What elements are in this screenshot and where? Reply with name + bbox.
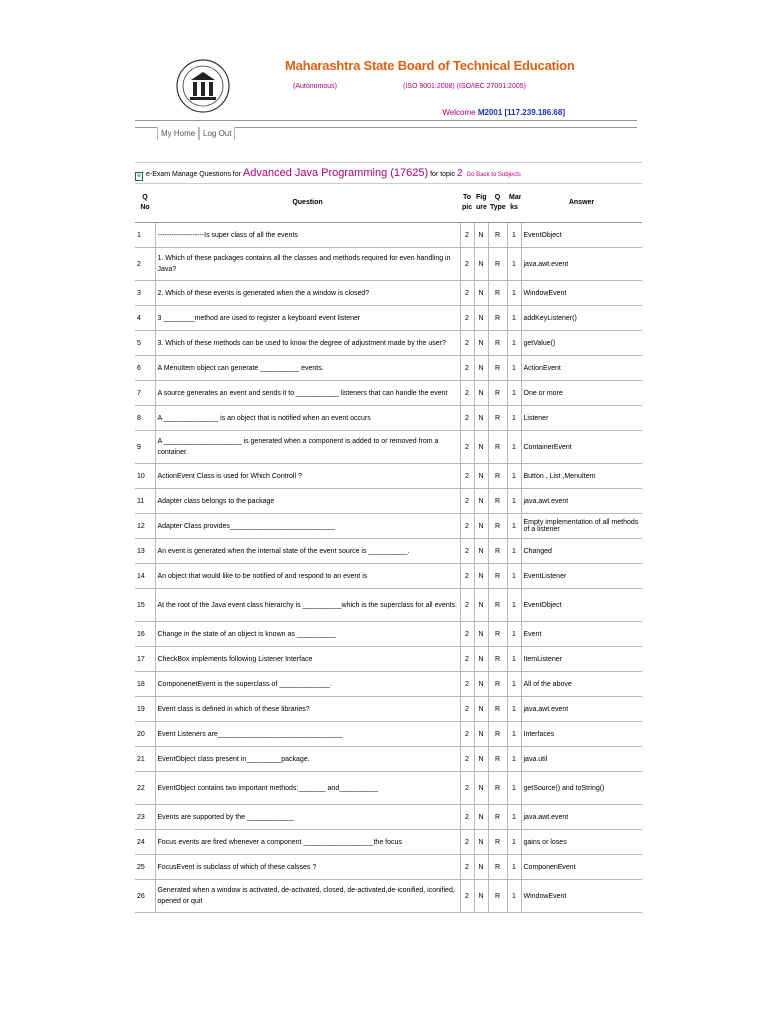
table-row [135,722,642,747]
answer-cell: gains or loses [521,830,642,855]
topic-cell: 2 [460,406,474,431]
table-row [135,647,642,672]
question-number: 11 [135,489,155,514]
question-text: Adapter class belongs to the package [155,489,460,514]
question-text: --------------------Is super class of all the events [155,223,460,248]
qtype-cell: R [488,281,507,306]
answer-cell: EventObject [521,589,642,622]
table-header-row [135,184,642,223]
question-number: 19 [135,697,155,722]
header-qno: Q No [135,184,155,223]
answer-cell: Changed [521,539,642,564]
figure-cell: N [474,722,488,747]
figure-cell: N [474,747,488,772]
question-text: EventObject class present in_________package. [155,747,460,772]
figure-cell: N [474,697,488,722]
question-number: 26 [135,880,155,913]
marks-cell: 1 [507,747,521,772]
marks-cell: 1 [507,248,521,281]
question-number: 1 [135,223,155,248]
question-text: CheckBox implements following Listener Interface [155,647,460,672]
question-number: 6 [135,356,155,381]
topic-cell: 2 [460,622,474,647]
autonomous-label: (Autonomous) [293,83,337,90]
question-number: 17 [135,647,155,672]
marks-cell: 1 [507,406,521,431]
question-text: At the root of the Java event class hierarchy is __________which is the superclass for all events. [155,589,460,622]
question-number: 7 [135,381,155,406]
answer-cell: ActionEvent [521,356,642,381]
figure-cell: N [474,880,488,913]
marks-cell: 1 [507,722,521,747]
question-number: 9 [135,431,155,464]
topic-cell: 2 [460,880,474,913]
answer-cell: java.util [521,747,642,772]
table-row [135,248,642,281]
topic-cell: 2 [460,248,474,281]
question-text: Focus events are fired whenever a component __________________the focus [155,830,460,855]
answer-cell: EventObject [521,223,642,248]
figure-cell: N [474,805,488,830]
questions-table [135,184,642,913]
answer-cell: java.awt.event [521,248,642,281]
topic-cell: 2 [460,431,474,464]
marks-cell: 1 [507,855,521,880]
question-text: 2. Which of these events is generated when the a window is closed? [155,281,460,306]
marks-cell: 1 [507,306,521,331]
header-answer: Answer [521,184,642,223]
board-title: Maharashtra State Board of Technical Education [285,58,575,73]
qtype-cell: R [488,331,507,356]
marks-cell: 1 [507,356,521,381]
qtype-cell: R [488,356,507,381]
marks-cell: 1 [507,489,521,514]
answer-cell: java.awt.event [521,489,642,514]
question-number: 23 [135,805,155,830]
question-text: A ____________________ is generated when a component is added to or removed from a container. [155,431,460,464]
document-icon: e [135,172,143,181]
topic-cell: 2 [460,489,474,514]
qtype-cell: R [488,830,507,855]
marks-cell: 1 [507,431,521,464]
table-row [135,281,642,306]
figure-cell: N [474,331,488,356]
figure-cell: N [474,464,488,489]
marks-cell: 1 [507,772,521,805]
qtype-cell: R [488,805,507,830]
question-text: ComponenetEvent is the superclass of _____________. [155,672,460,697]
topic-cell: 2 [460,589,474,622]
table-row [135,464,642,489]
answer-cell: getSource() and toString() [521,772,642,805]
marks-cell: 1 [507,805,521,830]
nav-bar [135,121,637,142]
marks-cell: 1 [507,672,521,697]
page-container [135,50,637,142]
question-text: Adapter Class provides___________________________ [155,514,460,539]
figure-cell: N [474,306,488,331]
topic-cell: 2 [460,539,474,564]
answer-cell: WindowEvent [521,880,642,913]
table-row [135,489,642,514]
figure-cell: N [474,381,488,406]
qtype-cell: R [488,489,507,514]
iso-label: (ISO 9001:2008) (ISO/IEC 27001:2005) [403,83,526,90]
table-row [135,514,642,539]
topic-cell: 2 [460,672,474,697]
qtype-cell: R [488,622,507,647]
question-text: EventObject contains two important methods:_______ and__________ [155,772,460,805]
figure-cell: N [474,772,488,805]
qtype-cell: R [488,406,507,431]
msbte-logo-icon [175,58,231,114]
question-number: 22 [135,772,155,805]
figure-cell: N [474,356,488,381]
log-out-link[interactable]: Log Out [199,127,235,140]
table-row [135,223,642,248]
qtype-cell: R [488,539,507,564]
marks-cell: 1 [507,697,521,722]
figure-cell: N [474,830,488,855]
figure-cell: N [474,406,488,431]
answer-cell: WindowEvent [521,281,642,306]
question-number: 24 [135,830,155,855]
qtype-cell: R [488,747,507,772]
question-text: An event is generated when the internal state of the event source is __________. [155,539,460,564]
question-number: 4 [135,306,155,331]
qtype-cell: R [488,697,507,722]
table-row [135,805,642,830]
table-row [135,406,642,431]
figure-cell: N [474,855,488,880]
welcome-user: M2001 [117.239.186.68] [477,108,565,117]
answer-cell: ItemListener [521,647,642,672]
table-row [135,306,642,331]
topic-cell: 2 [460,647,474,672]
answer-cell: java.awt.event [521,805,642,830]
marks-cell: 1 [507,564,521,589]
qtype-cell: R [488,514,507,539]
caption-for-topic: for topic [428,171,457,178]
figure-cell: N [474,672,488,697]
qtype-cell: R [488,223,507,248]
topic-cell: 2 [460,331,474,356]
subject-name: Advanced Java Programming (17625) [242,167,429,179]
qtype-cell: R [488,855,507,880]
answer-cell: EventListener [521,564,642,589]
question-text: A source generates an event and sends it to ___________ listeners that can handle the event [155,381,460,406]
questions-section [135,162,642,913]
figure-cell: N [474,431,488,464]
question-number: 15 [135,589,155,622]
question-text: A MenuItem object can generate __________ events. [155,356,460,381]
topic-cell: 2 [460,772,474,805]
answer-cell: getValue() [521,331,642,356]
question-number: 3 [135,281,155,306]
question-number: 14 [135,564,155,589]
table-caption [135,162,642,184]
table-row [135,564,642,589]
answer-cell: ContainerEvent [521,431,642,464]
question-number: 8 [135,406,155,431]
question-text: Event class is defined in which of these libraries? [155,697,460,722]
question-number: 2 [135,248,155,281]
question-number: 21 [135,747,155,772]
topic-cell: 2 [460,564,474,589]
marks-cell: 1 [507,622,521,647]
topic-cell: 2 [460,722,474,747]
question-text: Generated when a window is activated, de-activated, closed, de-activated,de-iconified, iconified, opened or quit [155,880,460,913]
figure-cell: N [474,539,488,564]
answer-cell: Empty implementation of all methods of a listener [521,514,642,539]
table-row [135,830,642,855]
table-row [135,880,642,913]
table-row [135,331,642,356]
question-text: Event Listeners are________________________________ [155,722,460,747]
marks-cell: 1 [507,464,521,489]
go-back-to-subjects-link[interactable]: Go Back to Subjects [466,172,521,178]
qtype-cell: R [488,880,507,913]
qtype-cell: R [488,381,507,406]
answer-cell: One or more [521,381,642,406]
marks-cell: 1 [507,539,521,564]
table-row [135,589,642,622]
table-row [135,622,642,647]
question-number: 16 [135,622,155,647]
table-row [135,855,642,880]
marks-cell: 1 [507,381,521,406]
figure-cell: N [474,281,488,306]
qtype-cell: R [488,464,507,489]
question-number: 5 [135,331,155,356]
qtype-cell: R [488,248,507,281]
topic-cell: 2 [460,356,474,381]
figure-cell: N [474,248,488,281]
topic-cell: 2 [460,281,474,306]
marks-cell: 1 [507,331,521,356]
table-row [135,539,642,564]
topic-number: 2 [456,168,463,179]
question-number: 20 [135,722,155,747]
header-marks: Mar ks [507,184,521,223]
marks-cell: 1 [507,589,521,622]
topic-cell: 2 [460,306,474,331]
marks-cell: 1 [507,281,521,306]
header-qtype: Q Type [488,184,507,223]
topic-cell: 2 [460,223,474,248]
table-row [135,431,642,464]
question-text: 3. Which of these methods can be used to know the degree of adjustment made by the user? [155,331,460,356]
table-row [135,381,642,406]
answer-cell: java.awt.event [521,697,642,722]
marks-cell: 1 [507,223,521,248]
topic-cell: 2 [460,830,474,855]
question-text: Change in the state of an object is known as __________ [155,622,460,647]
table-row [135,772,642,805]
question-text: Events are supported by the ____________ [155,805,460,830]
topic-cell: 2 [460,697,474,722]
topic-cell: 2 [460,381,474,406]
question-text: A ______________ is an object that is notified when an event occurs [155,406,460,431]
qtype-cell: R [488,672,507,697]
question-text: FocusEvent is subclass of which of these calsses ? [155,855,460,880]
topic-cell: 2 [460,805,474,830]
answer-cell: All of the above [521,672,642,697]
figure-cell: N [474,223,488,248]
question-number: 10 [135,464,155,489]
table-row [135,747,642,772]
qtype-cell: R [488,647,507,672]
answer-cell: Button , List ,MenuItem [521,464,642,489]
answer-cell: ComponenEvent [521,855,642,880]
question-text: An object that would like to be notified of and respond to an event is [155,564,460,589]
table-row [135,697,642,722]
welcome-text [442,108,565,117]
qtype-cell: R [488,589,507,622]
qtype-cell: R [488,564,507,589]
qtype-cell: R [488,306,507,331]
qtype-cell: R [488,722,507,747]
question-number: 25 [135,855,155,880]
figure-cell: N [474,589,488,622]
qtype-cell: R [488,431,507,464]
header [135,50,637,121]
figure-cell: N [474,647,488,672]
question-number: 12 [135,514,155,539]
welcome-prefix: Welcome [442,108,478,117]
marks-cell: 1 [507,514,521,539]
caption-prefix: e-Exam Manage Questions for [146,171,243,178]
answer-cell: Listener [521,406,642,431]
my-home-link[interactable]: My Home [157,127,199,140]
topic-cell: 2 [460,747,474,772]
question-number: 18 [135,672,155,697]
qtype-cell: R [488,772,507,805]
figure-cell: N [474,564,488,589]
table-row [135,356,642,381]
header-topic: To pic [460,184,474,223]
question-text: 3 ________method are used to register a keyboard event listener [155,306,460,331]
header-question: Question [155,184,460,223]
figure-cell: N [474,514,488,539]
answer-cell: Interfaces [521,722,642,747]
header-figure: Fig ure [474,184,488,223]
answer-cell: addKeyListener() [521,306,642,331]
figure-cell: N [474,622,488,647]
question-text: 1. Which of these packages contains all the classes and methods required for even handling in Java? [155,248,460,281]
table-row [135,672,642,697]
topic-cell: 2 [460,855,474,880]
marks-cell: 1 [507,880,521,913]
marks-cell: 1 [507,830,521,855]
answer-cell: Event [521,622,642,647]
marks-cell: 1 [507,647,521,672]
question-text: ActionEvent Class is used for Which Controll ? [155,464,460,489]
figure-cell: N [474,489,488,514]
topic-cell: 2 [460,514,474,539]
question-number: 13 [135,539,155,564]
topic-cell: 2 [460,464,474,489]
